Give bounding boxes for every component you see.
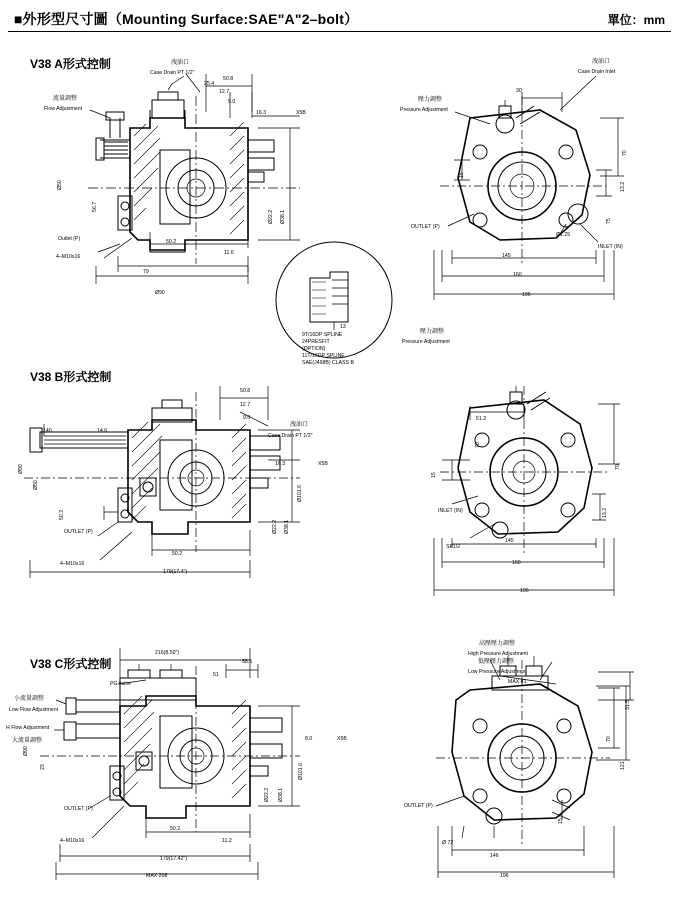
label-b-press-en: Pressure Adjustment	[402, 339, 450, 345]
dim-b-3: 12.7	[240, 402, 251, 408]
dim-b-20: 145	[505, 538, 514, 544]
label-c-lowpress-en: Low Pressure Adjustment	[468, 669, 527, 675]
dim-b-2: 14.6	[97, 428, 108, 434]
dim-b-18: 70	[615, 464, 621, 470]
dim-c-4: 23	[40, 764, 46, 770]
label-b-press-cn: 壓力調整	[420, 329, 445, 335]
dim-b-0: 50.8	[240, 388, 251, 394]
dim-a-3: 25.4	[204, 81, 215, 87]
label-outlet-a-left: Outlet (P)	[58, 236, 81, 242]
dim-b-22: 196	[520, 588, 529, 594]
dim-c-2: 51	[213, 672, 219, 678]
label-c-max81: MAX 81	[508, 679, 527, 685]
label-c-lowpress-cn: 低壓壓力調整	[478, 659, 515, 665]
dim-b-13: 50.2	[172, 551, 183, 557]
spline-line-2: (OPTION)	[302, 346, 326, 352]
dim-a-11: 11.6	[224, 250, 234, 256]
dim-b-21: 160	[512, 560, 521, 566]
dim-a-14: 30	[516, 88, 522, 94]
dim-c-9: X5B	[337, 736, 347, 742]
dim-c-8: 8.0	[305, 736, 313, 742]
dim-c-5: Ø101.6	[298, 762, 304, 780]
label-c-highpress-en: High Pressure Adjustment	[468, 651, 528, 657]
label-b-case-drain-en: Case Drain PT 1/2"	[268, 433, 313, 439]
dim-c-1: 58.5	[242, 659, 253, 665]
label-c-lowflow-en: Low Flow Adjustment	[9, 707, 59, 713]
dim-a-2: 9.0	[228, 99, 236, 105]
dim-a-20: 145	[502, 253, 511, 259]
label-c-hflow-en: H Flow Adjustment	[6, 725, 50, 731]
dim-c-17: 15.5	[558, 813, 564, 824]
label-flow-adjust-cn: 流量調整	[53, 96, 78, 102]
label-b-bolt: 4–M10x16	[60, 561, 85, 567]
dim-b-19: 15	[431, 472, 437, 478]
dim-c-6: Ø22.2	[264, 787, 270, 802]
dim-a-4: 16.3	[256, 110, 267, 116]
dim-a-1: 12.7	[219, 89, 230, 95]
label-c-highpress-cn: 高壓壓力調整	[479, 641, 516, 647]
label-c-hiflow-cn: 大流量調整	[12, 738, 43, 744]
label-outlet-a: OUTLET (P)	[411, 224, 440, 230]
dim-c-3: Ø90	[23, 746, 29, 756]
section-title-a: V38 A形式控制	[30, 57, 111, 71]
dim-c-18: Ø 72	[442, 840, 454, 846]
label-c-outlet-left: OUTLET (P)	[64, 806, 93, 812]
spline-line-5: 13	[340, 324, 346, 330]
dim-c-13: MAX 208	[146, 873, 168, 879]
dim-c-12: 179(17.42")	[160, 856, 187, 862]
dim-a-7: Ø38.1	[280, 209, 286, 224]
dim-b-4: 9.0	[243, 415, 251, 421]
dim-a-5: X5B	[296, 110, 306, 116]
dim-b-1: 140	[43, 428, 52, 434]
dim-a-18: 75	[606, 218, 612, 224]
view-c-left	[40, 648, 300, 880]
dim-a-19: Ø1.25	[556, 232, 571, 238]
spline-line-1: 24PRESFIT	[302, 339, 330, 345]
dim-b-7: Ø90	[18, 464, 24, 474]
dim-a-9: 56.7	[92, 201, 98, 212]
dim-b-14: 179(17.4")	[163, 569, 188, 575]
label-b-sp12: SP1/2	[446, 544, 461, 550]
dim-c-20: 196	[500, 873, 509, 879]
dim-b-10: Ø101.6	[297, 484, 303, 502]
label-case-drain-inlet-cn: 洩油口	[592, 59, 611, 65]
dim-c-7: Ø38.1	[278, 787, 284, 802]
dim-a-10: 50.2	[166, 239, 177, 245]
dim-a-12: 79	[143, 269, 149, 275]
dim-b-6: X5B	[318, 461, 328, 467]
dim-b-8: Ø50	[33, 480, 39, 490]
label-b-outlet: OUTLET (P)	[64, 529, 93, 535]
label-flow-adjust-en: Flow Adjustment	[44, 106, 83, 112]
dim-a-6: Ø22.2	[268, 209, 274, 224]
view-b-right	[434, 386, 620, 596]
label-c-pgvalve: PG valve	[110, 681, 132, 687]
dim-b-15: 51.2	[476, 416, 487, 422]
dim-c-14: 70	[606, 736, 612, 742]
label-bolt-a: 4–M10x16	[56, 254, 81, 260]
dim-a-22: 196	[522, 292, 531, 298]
dim-a-15: 13.2	[620, 181, 626, 192]
spline-line-0: 9T/16DP SPLINE	[302, 332, 343, 338]
view-a-right	[434, 76, 624, 300]
dim-a-13: Ø90	[155, 290, 165, 296]
view-a-left	[88, 74, 300, 284]
dim-c-10: 50.2	[170, 826, 181, 832]
label-case-drain-cn: 洩油口	[171, 60, 190, 66]
dim-b-5: 16.3	[275, 461, 286, 467]
label-case-drain-en: Case Drain PT 1/2"	[150, 70, 195, 76]
label-b-inlet: INLET (IN)	[438, 508, 463, 514]
dim-b-12: Ø38.1	[284, 519, 290, 534]
section-title-b: V38 B形式控制	[30, 370, 112, 384]
dim-c-11: 11.2	[222, 838, 232, 844]
label-b-case-drain-cn: 洩油口	[290, 422, 309, 428]
view-b-left	[24, 386, 300, 578]
dim-b-17: 13.2	[602, 507, 608, 518]
label-inlet-a: INLET (IN)	[598, 244, 623, 250]
dim-c-0: 216(8.50")	[155, 650, 180, 656]
view-c-right	[436, 656, 634, 878]
label-press-adjust-cn-a: 壓力調整	[418, 97, 443, 103]
label-c-outlet-right: OUTLET (P)	[404, 803, 433, 809]
dim-b-9: 50.2	[59, 509, 65, 520]
dim-c-16: 31.5	[625, 699, 631, 710]
unit-label: 單位：mm	[607, 13, 665, 27]
label-c-bolt: 4–M10x16	[60, 838, 85, 844]
dim-c-19: 146	[490, 853, 499, 859]
section-title-c: V38 C形式控制	[30, 657, 112, 671]
spline-detail-circle	[276, 242, 392, 358]
spline-line-4: SAE(J498B) CLASS B	[302, 360, 354, 366]
page-title: ■外形型尺寸圖（Mounting Surface:SAE"A"2–bolt）	[14, 11, 359, 27]
dim-a-17: 15	[459, 172, 465, 178]
spline-line-3: 11T/16DP SPLINE	[302, 353, 345, 359]
dim-a-21: 160	[513, 272, 522, 278]
dim-b-11: Ø22.2	[272, 519, 278, 534]
dim-a-0: 50.8	[223, 76, 234, 82]
dim-b-16: 70	[475, 442, 481, 448]
dim-c-15: 121	[620, 761, 626, 770]
dim-a-8: Ø50	[57, 180, 63, 190]
dim-a-16: 70	[622, 150, 628, 156]
label-press-adjust-en-a: Pressure Adjustment	[400, 107, 448, 113]
label-c-lowflow-cn: 小流量調整	[14, 696, 45, 702]
label-case-drain-inlet-en: Case Drain Inlet	[578, 69, 616, 75]
